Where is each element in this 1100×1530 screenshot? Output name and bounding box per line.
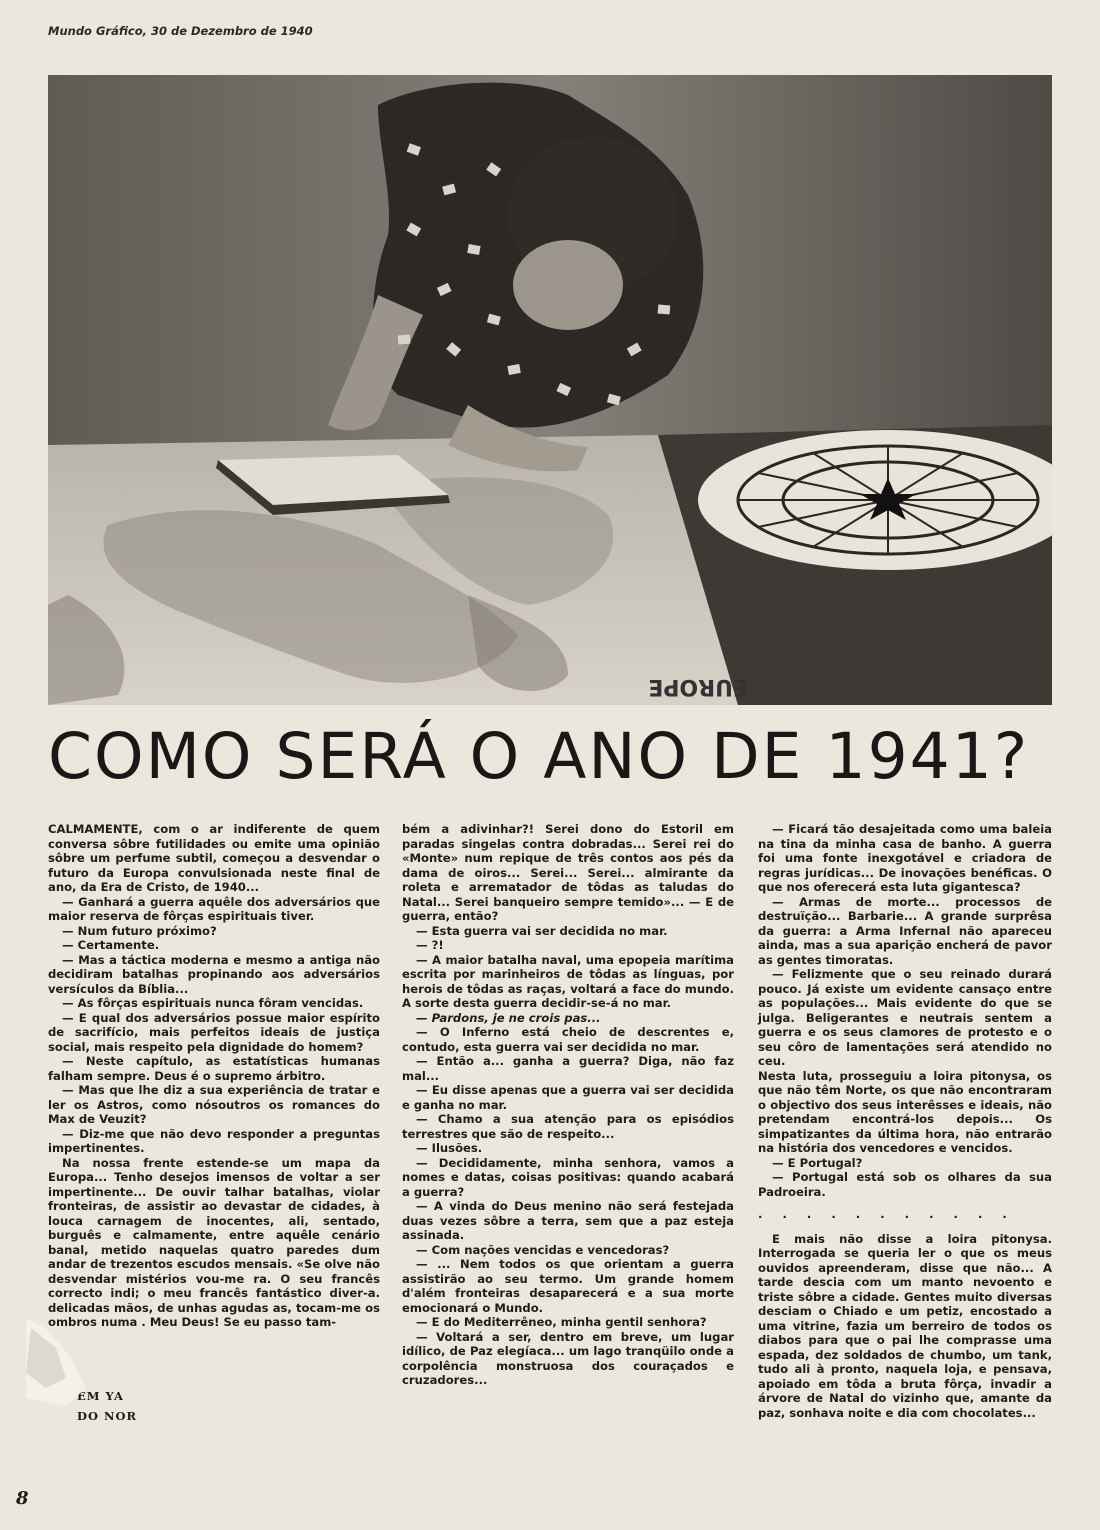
running-head: Mundo Gráfico, 30 de Dezembro de 1940 — [48, 24, 313, 38]
paragraph: — Decididamente, minha senhora, vamos a nomes e datas, coisas positivas: quando acabará a guerra? — [402, 1155, 734, 1199]
paragraph: — Diz-me que não devo responder a preguntas impertinentes. — [48, 1126, 380, 1155]
byline-line: EM YA — [77, 1389, 124, 1403]
paragraph: — E Portugal? — [772, 1155, 863, 1170]
column-1 — [48, 822, 380, 1330]
column-2 — [402, 822, 734, 1388]
paragraph: Na nossa frente estende-se um mapa da Europa... Tenho desejos imensos de voltar a ser impertinente... De ouvir talhar batalhas, violar fronteiras, de assistir ao devastar de cidades, à louca carnagem de inocentes, ali, sentado, burguês e calmamente, entre aquêle cenário banal, metido naquelas quatro paredes dum andar de trezentos escudos mensais. «Se olve não desvendar mistérios vou-me ra. O seu francês correcto indi; o meu francês fantástico diver-a. delicadas mãos, de unhas agudas as, tocam-me os ombros numa . Meu Deus! Se eu passo tam- — [48, 1155, 380, 1329]
torn-corner — [26, 1318, 86, 1408]
paragraph: — Felizmente que o seu reinado durará pouco. Já existe um evidente cansaço entre as populações... Mais evidente do que se julga. Beligerantes e neutrais sentem a guerra e os seus clamores de protesto e o seu côro de lamentações será atendido no ceu. — [758, 967, 1052, 1068]
paragraph: — E qual dos adversários possue maior espírito de sacrifício, mais perfeitos ideais de justiça social, mais respeito pela dignidade do homem? — [48, 1010, 380, 1054]
paragraph: — Ilusões. — [416, 1141, 483, 1155]
paragraph: — Pardons, je ne crois pas... — [416, 1010, 601, 1025]
paragraph: — ?! — [416, 938, 444, 952]
paragraph: — Num futuro próximo? — [62, 923, 217, 938]
paragraph: E mais não disse a loira pitonysa. Interrogada se queria ler o que os meus ouvidos apreenderam, disse que não... A tarde descia com um manto nevoento e triste sôbre a cidade. Gentes muito diversas desciam o Chiado e um petiz, encostado a uma vitrine, fazia um berreiro de todos os diabos para que o pai lhe comprasse uma espada, dez soldados de chumbo, um tank, tudo ali à pronto, naquela loja, e pensava, apoiado em tôda a bruta fôrça, invadir a árvore de Natal do vizinho que, amante da paz, sonhava noite e dia com chocolates... — [758, 1231, 1052, 1420]
paragraph: — Com nações vencidas e vencedoras? — [416, 1242, 670, 1257]
paragraph: — Então a... ganha a guerra? Diga, não faz mal... — [402, 1054, 734, 1083]
article-title: COMO SERÁ O ANO DE 1941? — [48, 720, 1030, 793]
byline-line: DO NOR — [77, 1409, 138, 1423]
paragraph: — A maior batalha naval, uma epopeia marítima escrita por marinheiros de tôdas as línguas, por herois de tôdas as raças, voltará a face do mundo. A sorte desta guerra decidir-se-á no mar. — [402, 952, 734, 1010]
paragraph: — Ganhará a guerra aquêle dos adversários que maior reserva de fôrças espirituais tiver. — [48, 894, 380, 923]
paragraph: — Voltará a ser, dentro em breve, um lugar idílico, de Paz elegíaca... um lago tranqüilo onde a corpolência monstruosa dos couraçados e cruzadores... — [402, 1329, 734, 1387]
paragraph: — As fôrças espirituais nunca fôram vencidas. — [62, 996, 364, 1010]
article-photo — [48, 75, 1052, 705]
page-number: 8 — [16, 1488, 29, 1509]
paragraph: — Certamente. — [62, 938, 160, 952]
paragraph: — Portugal está sob os olhares da sua Padroeira. — [758, 1170, 1052, 1199]
paragraph: — Armas de morte... processos de destruïção... Barbarie... A grande surprêsa da guerra: a Arma Infernal não apareceu ainda, mas a sua aparição encherá de pavor as gentes timoratas. — [758, 894, 1052, 967]
paragraph: — ... Nem todos os que orientam a guerra assistirão ao seu termo. Um grande homem d'além fronteiras desaparecerá e a sua morte emocionará o Mundo. — [402, 1257, 734, 1315]
article-body — [48, 822, 1052, 1472]
map-label: EUROPE — [648, 674, 748, 699]
section-divider: . . . . . . . . . . . — [758, 1207, 1015, 1221]
paragraph: — O Inferno está cheio de descrentes e, contudo, esta guerra vai ser decidida no mar. — [402, 1025, 734, 1054]
paragraph: — Neste capítulo, as estatísticas humanas falham sempre. Deus é o supremo árbitro. — [48, 1054, 380, 1083]
paragraph: — A vinda do Deus menino não será festejada duas vezes sôbre a terra, sem que a paz esteja assinada. — [402, 1199, 734, 1242]
paragraph: CALMAMENTE, com o ar indiferente de quem conversa sôbre futilidades ou emite uma opinião sôbre um perfume subtil, começou a desvendar o futuro da Europa convulsionada neste final de ano, da Era de Cristo, de 1940... — [48, 822, 380, 894]
paragraph: Nesta luta, prosseguiu a loira pitonysa, os que não têm Norte, os que não encontraram o objectivo dos seus interêsses e ideais, não pretendam encontrá-los depois... Os simpatizantes da última hora, não entrarão na história dos vencedores e vencidos. — [758, 1068, 1052, 1155]
paragraph: — Ficará tão desajeitada como uma baleia na tina da minha casa de banho. A guerra foi uma fonte inexgotável e criadora de regras jurídicas... De inovações benéficas. O que nos oferecerá esta luta gigantesca? — [758, 822, 1052, 894]
paragraph: bém a adivinhar?! Serei dono do Estoril em paradas singelas contra dobradas... Serei rei do «Monte» num repique de três contos aos pés da dama de oiros... Serei... Serei... almirante da roleta e arrematador de tôdas as taludas do Natal... Serei banqueiro sempre temido»... — E de guerra, então? — [402, 822, 734, 923]
paragraph: — Mas que lhe diz a sua experiência de tratar e ler os Astros, como nósoutros os romances do Max de Veuzit? — [48, 1083, 380, 1126]
paragraph: — Eu disse apenas que a guerra vai ser decidida e ganha no mar. — [402, 1083, 734, 1112]
paragraph: — Esta guerra vai ser decidida no mar. — [416, 923, 668, 938]
paragraph: — Chamo a sua atenção para os episódios terrestres que são de respeito... — [402, 1112, 734, 1141]
column-3 — [758, 822, 1052, 1420]
paragraph: — E do Mediterrêneo, minha gentil senhora? — [416, 1315, 707, 1329]
byline — [77, 1386, 137, 1426]
paragraph: — Mas a táctica moderna e mesmo a antiga não decidiram batalhas propinando aos adversários versículos da Bíblia... — [48, 952, 380, 996]
